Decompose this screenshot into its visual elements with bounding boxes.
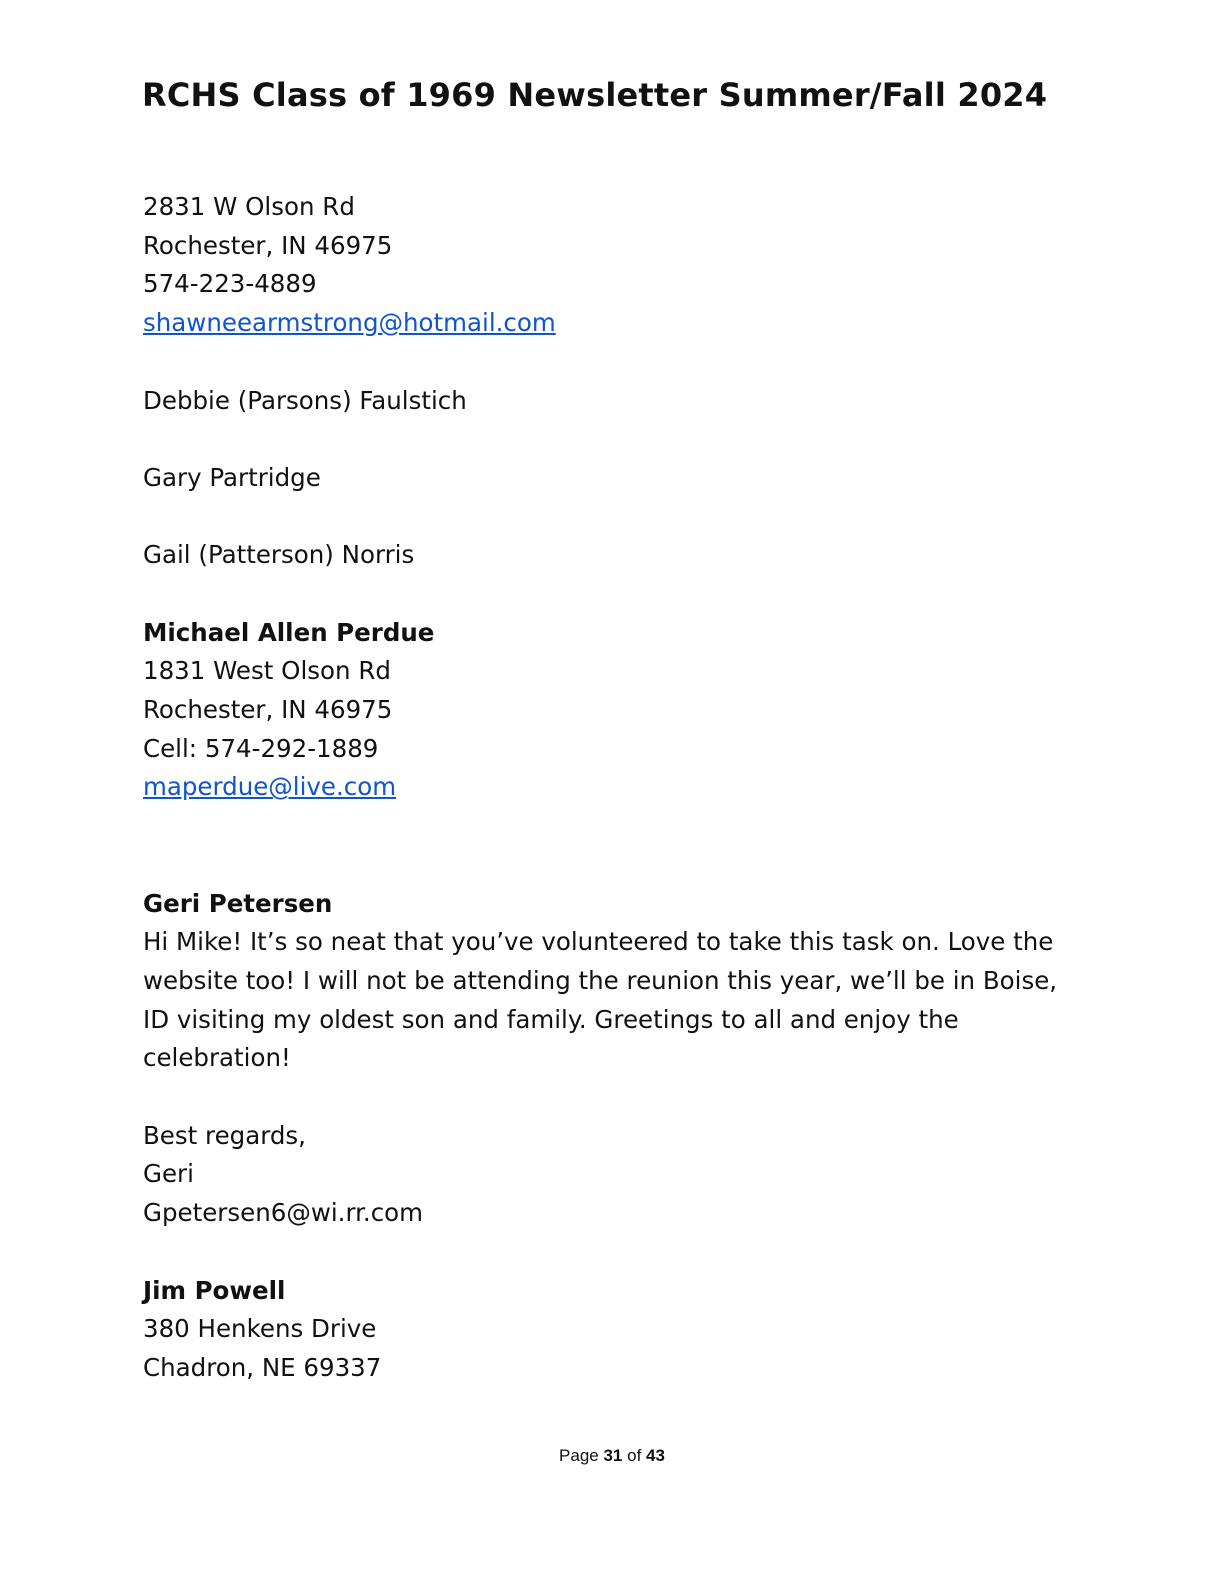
entry-norris bbox=[143, 536, 1083, 575]
entry-powell bbox=[143, 1272, 1083, 1388]
newsletter-title: RCHS Class of 1969 Newsletter Summer/Fall 2024 bbox=[142, 76, 1048, 114]
entry-perdue bbox=[143, 614, 1083, 808]
address-street: 380 Henkens Drive bbox=[143, 1314, 377, 1344]
address-city: Rochester, IN 46975 bbox=[143, 695, 393, 725]
phone-number: 574-223-4889 bbox=[143, 269, 317, 299]
page-number: 31 bbox=[603, 1446, 623, 1465]
entry-petersen bbox=[143, 885, 1083, 1233]
entry-partridge bbox=[143, 459, 1083, 498]
address-street: 2831 W Olson Rd bbox=[143, 192, 355, 221]
classmate-name-heading: Geri Petersen bbox=[143, 888, 333, 918]
directory-content bbox=[143, 188, 1083, 1388]
entry-armstrong bbox=[143, 188, 1083, 343]
classmate-name-heading: Jim Powell bbox=[143, 1275, 286, 1305]
entry-faulstich bbox=[143, 382, 1083, 421]
closing-text: Best regards, bbox=[143, 1120, 306, 1150]
classmate-name-heading: Michael Allen Perdue bbox=[143, 617, 435, 647]
email-link[interactable]: shawneearmstrong@hotmail.com bbox=[143, 308, 556, 338]
address-city: Chadron, NE 69337 bbox=[143, 1352, 382, 1382]
of-label: of bbox=[627, 1446, 642, 1465]
classmate-name: Gail (Patterson) Norris bbox=[143, 540, 415, 570]
email-link[interactable]: maperdue@live.com bbox=[143, 772, 397, 802]
page-total: 43 bbox=[646, 1446, 665, 1465]
email-text: Gpetersen6@wi.rr.com bbox=[143, 1198, 424, 1228]
phone-number: Cell: 574-292-1889 bbox=[143, 733, 379, 763]
page-label: Page bbox=[559, 1446, 599, 1465]
classmate-name: Debbie (Parsons) Faulstich bbox=[143, 385, 467, 415]
page-footer bbox=[0, 1446, 1224, 1466]
classmate-name: Gary Partridge bbox=[143, 462, 321, 492]
address-street: 1831 West Olson Rd bbox=[143, 656, 391, 686]
address-city: Rochester, IN 46975 bbox=[143, 230, 393, 260]
signoff-name: Geri bbox=[143, 1159, 194, 1189]
message-paragraph: Hi Mike! It’s so neat that you’ve volunteered to take this task on. Love the website too! I will not be attending the reunion this year, we’ll be in Boise, ID visiting my oldest son and family. Greetings to all and enjoy the celebration! bbox=[143, 927, 1058, 1073]
